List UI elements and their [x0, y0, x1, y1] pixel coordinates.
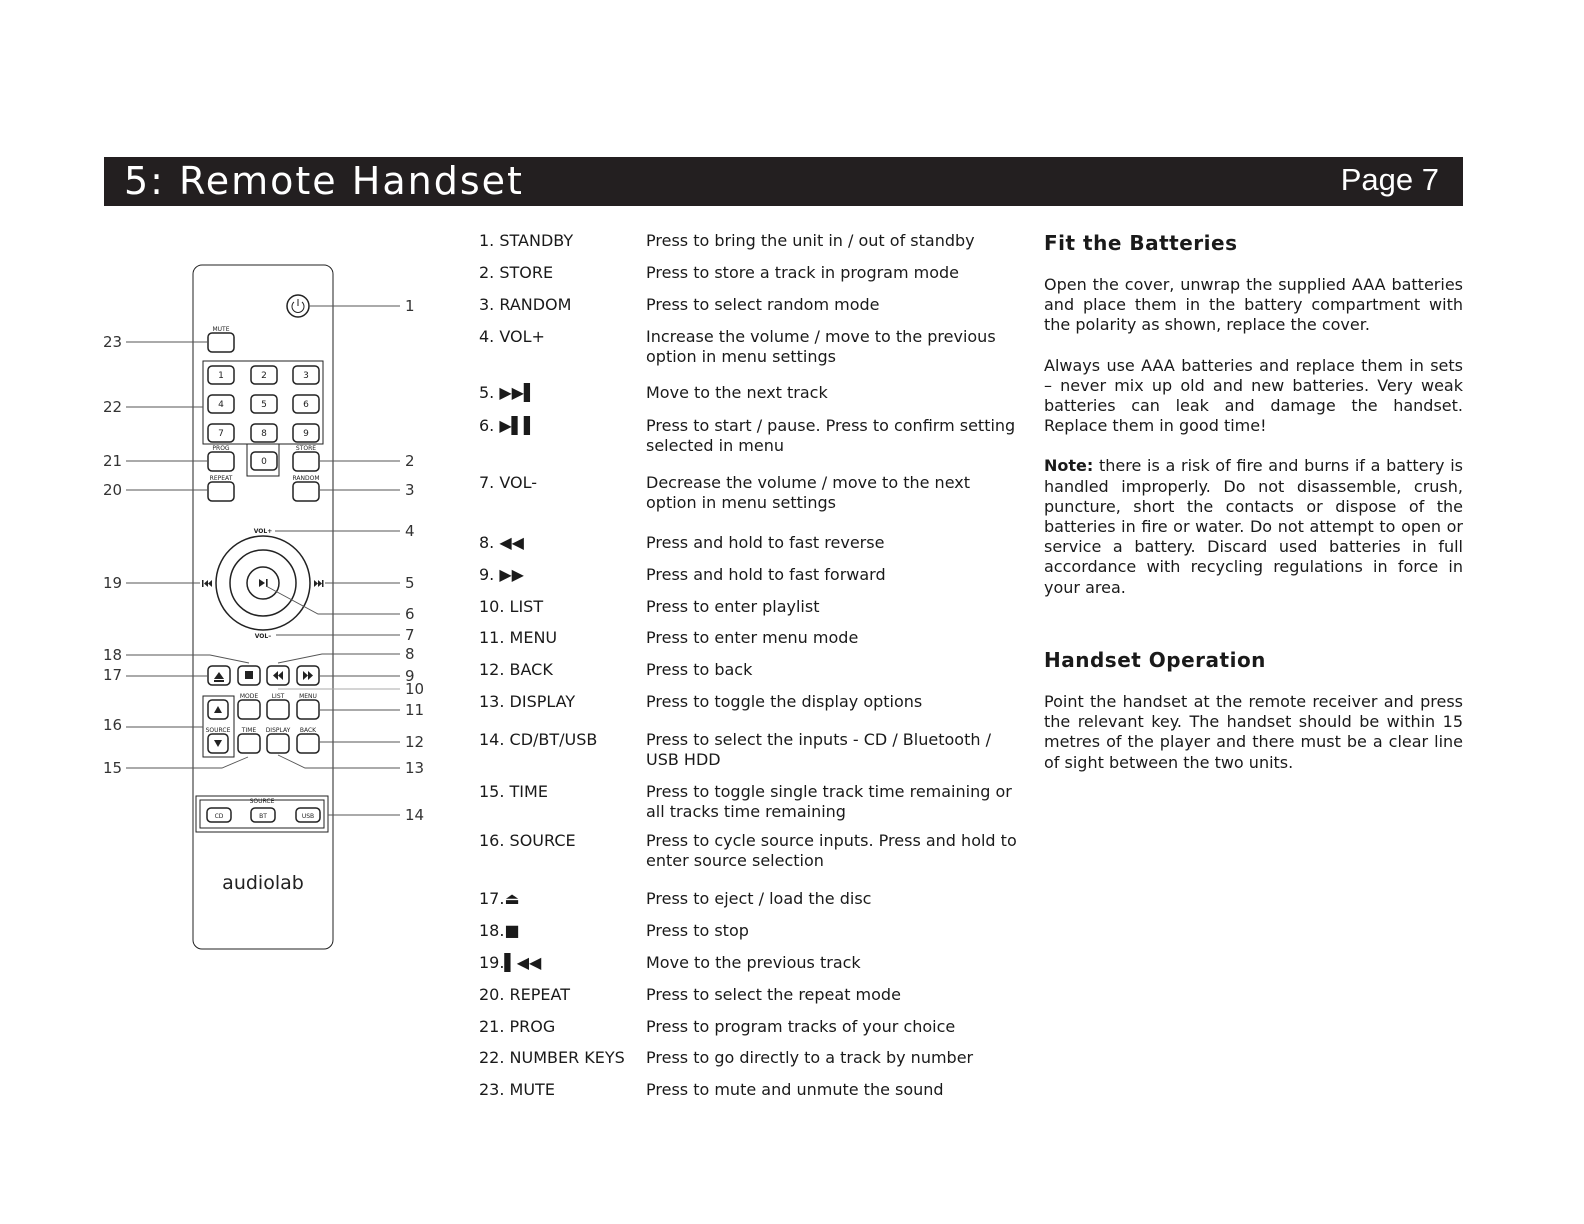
fit-batteries-section	[1044, 231, 1463, 618]
remote-illustration	[96, 250, 436, 970]
source-up-icon	[214, 706, 222, 713]
control-desc: Press to select random mode	[646, 295, 880, 314]
vol-down-label: VOL–	[254, 633, 272, 640]
next-track-icon-a	[314, 580, 318, 587]
control-desc: Press to enter playlist	[646, 597, 820, 616]
remote-body	[193, 265, 333, 949]
prev-track-icon-a	[204, 580, 208, 587]
list-button	[267, 700, 289, 719]
control-key: 16. SOURCE	[479, 831, 576, 850]
battery-warning-note	[1044, 456, 1463, 597]
callout-10: 10	[405, 680, 425, 698]
control-key: 7. VOL-	[479, 473, 538, 492]
callout-21: 21	[103, 452, 123, 470]
callout-19: 19	[103, 574, 123, 592]
display-button	[267, 734, 289, 753]
usb-label: USB	[301, 813, 315, 820]
control-key: 21. PROG	[479, 1017, 556, 1036]
callout-5: 5	[405, 574, 415, 592]
control-desc: Press to go directly to a track by number	[646, 1048, 974, 1067]
callout-15: 15	[103, 759, 123, 777]
control-key: 6. ▶▌▌	[479, 416, 537, 435]
callout-7: 7	[405, 626, 415, 644]
control-desc: Press to toggle single track time remaining or all tracks time remaining	[646, 782, 1012, 821]
callout-1: 1	[405, 297, 415, 315]
key-5-label: 5	[261, 400, 267, 410]
random-button	[293, 482, 319, 501]
control-desc: Press to bring the unit in / out of standby	[646, 231, 975, 250]
mode-label: MODE	[239, 693, 259, 700]
control-key: 22. NUMBER KEYS	[479, 1048, 625, 1067]
store-label: STORE	[295, 445, 317, 452]
control-desc: Press to cycle source inputs. Press and hold to enter source selection	[646, 831, 1017, 870]
control-desc: Press and hold to fast reverse	[646, 533, 885, 552]
control-desc: Press to toggle the display options	[646, 692, 923, 711]
control-desc: Press to program tracks of your choice	[646, 1017, 956, 1036]
rewind-icon-b	[278, 671, 283, 680]
forward-icon-a	[303, 671, 308, 680]
key-8-label: 8	[261, 429, 267, 439]
control-key: 20. REPEAT	[479, 985, 570, 1004]
control-desc: Press to eject / load the disc	[646, 889, 872, 908]
prog-button	[208, 452, 234, 471]
callout-14: 14	[405, 806, 425, 824]
control-key: 10. LIST	[479, 597, 544, 616]
rewind-icon-a	[273, 671, 278, 680]
source-group-label: SOURCE	[249, 798, 275, 805]
store-button	[293, 452, 319, 471]
prev-track-icon-b	[208, 580, 212, 587]
control-key: 12. BACK	[479, 660, 553, 679]
control-desc: Press to back	[646, 660, 753, 679]
control-key: 14. CD/BT/USB	[479, 730, 598, 749]
key-2-label: 2	[261, 371, 267, 381]
control-key: 3. RANDOM	[479, 295, 572, 314]
mute-button	[208, 333, 234, 352]
control-key: 4. VOL+	[479, 327, 545, 346]
callout-12: 12	[405, 733, 425, 751]
key-4-label: 4	[218, 400, 224, 410]
leader-8	[278, 654, 400, 663]
play-icon	[259, 579, 265, 587]
callout-6: 6	[405, 605, 415, 623]
callout-22: 22	[103, 398, 123, 416]
leader-18	[126, 655, 249, 663]
control-desc: Press to select the inputs - CD / Bluetooth / USB HDD	[646, 730, 991, 769]
source-down-icon	[214, 740, 222, 747]
list-label: LIST	[271, 693, 285, 700]
control-key: 23. MUTE	[479, 1080, 555, 1099]
key-0-label: 0	[261, 457, 267, 467]
eject-icon	[214, 672, 224, 679]
cd-label: CD	[214, 813, 224, 820]
control-desc: Press to stop	[646, 921, 749, 940]
callout-3: 3	[405, 481, 415, 499]
key-9-label: 9	[303, 429, 309, 439]
prog-label: PROG	[212, 445, 230, 452]
fit-batteries-para-2: Always use AAA batteries and replace them in sets – never mix up old and new batteries. Very weak batteries can leak and damage the handset. Replace them in good time!	[1044, 355, 1463, 436]
control-key: 18.■	[479, 921, 520, 940]
control-key: 19.▌◀◀	[479, 953, 542, 972]
prev-track-icon-bar	[202, 580, 204, 587]
control-key: 15. TIME	[479, 782, 548, 801]
control-key: 5. ▶▶▌	[479, 383, 537, 402]
callout-17: 17	[103, 666, 123, 684]
control-key: 11. MENU	[479, 628, 558, 647]
fit-batteries-para-1: Open the cover, unwrap the supplied AAA batteries and place them in the battery compartment with the polarity as shown, replace the cover.	[1044, 275, 1463, 335]
time-button	[238, 734, 260, 753]
callout-18: 18	[103, 646, 123, 664]
handset-operation-para: Point the handset at the remote receiver and press the relevant key. The handset should be within 15 metres of the player and there must be a clear line of sight between the two units.	[1044, 692, 1463, 772]
control-desc: Press and hold to fast forward	[646, 565, 886, 584]
handset-operation-heading: Handset Operation	[1044, 648, 1266, 672]
callout-8: 8	[405, 645, 415, 663]
key-3-label: 3	[303, 371, 309, 381]
mode-button	[238, 700, 260, 719]
key-7-label: 7	[218, 429, 224, 439]
remote-diagram	[96, 250, 436, 970]
note-label: Note:	[1044, 456, 1094, 476]
page-number: Page 7	[1340, 162, 1439, 197]
fit-batteries-heading: Fit the Batteries	[1044, 231, 1238, 255]
bt-label: BT	[259, 813, 267, 820]
control-key: 1. STANDBY	[479, 231, 574, 250]
source-key-label: SOURCE	[205, 727, 231, 734]
control-key: 8. ◀◀	[479, 533, 524, 552]
time-label: TIME	[241, 727, 257, 734]
repeat-label: REPEAT	[209, 475, 233, 482]
callout-13: 13	[405, 759, 425, 777]
back-label: BACK	[299, 727, 317, 734]
control-desc: Press to enter menu mode	[646, 628, 859, 647]
control-key: 9. ▶▶	[479, 565, 524, 584]
callout-2: 2	[405, 452, 415, 470]
display-label: DISPLAY	[265, 727, 291, 734]
callout-4: 4	[405, 522, 415, 540]
menu-button	[297, 700, 319, 719]
callout-9: 9	[405, 667, 415, 685]
menu-label: MENU	[299, 693, 317, 700]
handset-operation-section	[1044, 648, 1463, 793]
callout-20: 20	[103, 481, 123, 499]
page-header	[104, 157, 1463, 206]
leader-15	[126, 757, 248, 768]
next-track-icon-bar	[322, 580, 324, 587]
random-label: RANDOM	[292, 475, 320, 482]
back-button	[297, 734, 319, 753]
stop-icon	[245, 671, 253, 679]
eject-bar-icon	[214, 680, 224, 682]
control-desc: Press to mute and unmute the sound	[646, 1080, 944, 1099]
repeat-button	[208, 482, 234, 501]
brand-logo: audiolab	[222, 872, 304, 894]
control-desc: Increase the volume / move to the previous option in menu settings	[646, 327, 996, 366]
control-desc: Press to start / pause. Press to confirm setting selected in menu	[646, 416, 1016, 455]
note-text: there is a risk of fire and burns if a battery is handled improperly. Do not disassemble, crush, puncture, short the contacts or dispose of the batteries in fire or water. Do not attempt to open or service a battery. Discard used batteries in full accordance with recycling regulations in force in your area.	[1044, 456, 1463, 597]
control-key: 2. STORE	[479, 263, 554, 282]
leader-13	[278, 755, 400, 768]
next-track-icon-b	[318, 580, 322, 587]
page-title: 5: Remote Handset	[124, 159, 524, 203]
key-6-label: 6	[303, 400, 309, 410]
control-key: 13. DISPLAY	[479, 692, 576, 711]
control-key: 17.⏏	[479, 889, 520, 908]
forward-icon-b	[308, 671, 313, 680]
key-1-label: 1	[218, 371, 224, 381]
control-desc: Press to select the repeat mode	[646, 985, 901, 1004]
control-desc: Move to the next track	[646, 383, 828, 402]
mute-label: MUTE	[212, 326, 230, 333]
control-desc: Press to store a track in program mode	[646, 263, 960, 282]
callout-23: 23	[103, 333, 123, 351]
control-desc: Decrease the volume / move to the next option in menu settings	[646, 473, 970, 512]
callout-16: 16	[103, 716, 123, 734]
control-desc: Move to the previous track	[646, 953, 861, 972]
callout-11: 11	[405, 701, 425, 719]
vol-up-label: VOL+	[253, 528, 273, 535]
